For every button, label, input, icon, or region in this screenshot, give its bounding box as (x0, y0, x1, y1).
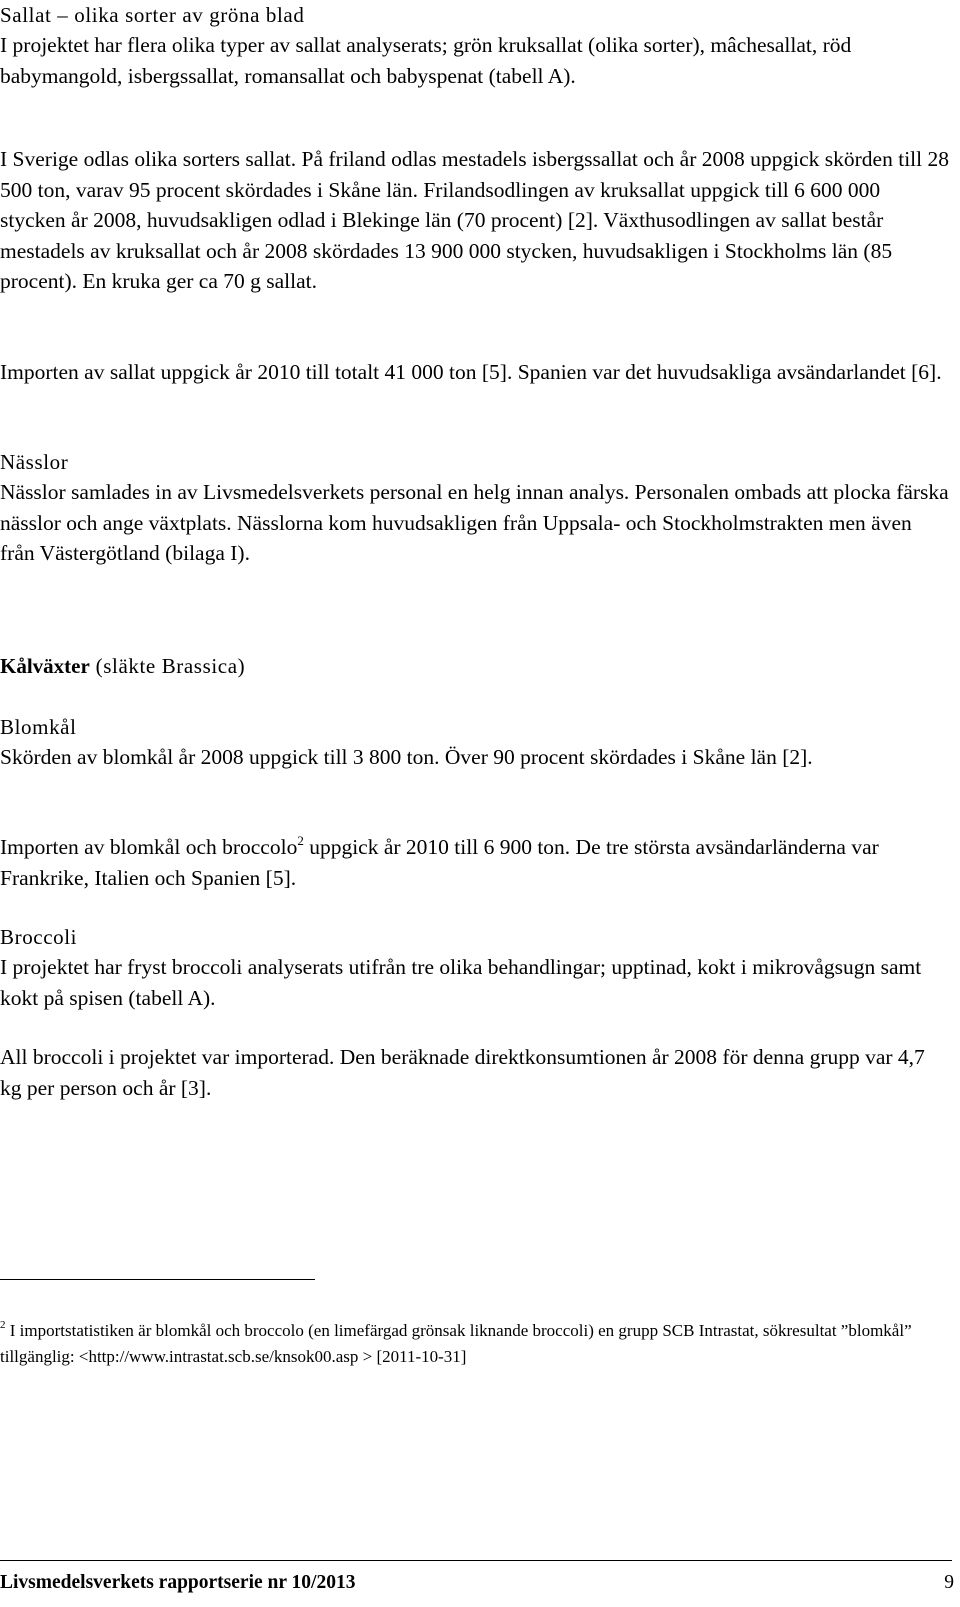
paragraph-broccoli-1: I projektet har fryst broccoli analyserats utifrån tre olika behandlingar; upptinad, kokt i mikrovågsugn samt kokt på spisen (tabell A). (0, 955, 922, 1010)
paragraph-broccoli-2: All broccoli i projektet var importerad. Den beräknade direktkonsumtionen år 2008 för denna grupp var 4,7 kg per person och år [3]. (0, 1045, 925, 1100)
heading-kalvaxter-rest: (släkte Brassica) (89, 654, 246, 678)
section-heading-blomkal: Blomkål (0, 715, 77, 739)
paragraph-nasslor-1: Nässlor samlades in av Livsmedelsverkets personal en helg innan analys. Personalen ombads att plocka färska nässlor och ange växtplats. Nässlorna kom huvudsakligen från Uppsala- och Stockholmstrakten men även från Västergötland (bilaga I). (0, 480, 949, 565)
paragraph-sallat-2: I Sverige odlas olika sorters sallat. På friland odlas mestadels isbergssallat och år 2008 uppgick skörden till 28 500 ton, varav 95 procent skördades i Skåne län. Frilandsodlingen av kruksallat uppgick till 6 600 000 stycken år 2008, huvudsakligen odlad i Blekinge län (70 procent) [2]. Växthusodlingen av sallat består mestadels av kruksallat och år 2008 skördades 13 900 000 stycken, huvudsakligen i Stockholms län (85 procent). En kruka ger ca 70 g sallat. (0, 147, 949, 293)
section-heading-broccoli: Broccoli (0, 925, 78, 949)
paragraph-blomkal-2-start: Importen av blomkål och broccolo (0, 835, 298, 859)
footnote-divider (0, 1279, 315, 1280)
paragraph-blomkal-2 (0, 832, 950, 893)
section-heading-sallat: Sallat – olika sorter av gröna blad (0, 3, 305, 27)
footnote-2 (0, 1318, 930, 1370)
heading-kalvaxter-bold: Kålväxter (0, 654, 90, 678)
footer-divider (0, 1560, 952, 1561)
footnote-number: 2 (0, 1319, 6, 1331)
section-heading-kalvaxter (0, 651, 245, 681)
page-number: 9 (944, 1572, 954, 1593)
paragraph-sallat-1: I projektet har flera olika typer av sallat analyserats; grön kruksallat (olika sorter), mâchesallat, röd babymangold, isbergssallat, romansallat och babyspenat (tabell A). (0, 33, 852, 88)
footer-title: Livsmedelsverkets rapportserie nr 10/2013 (0, 1572, 356, 1593)
paragraph-blomkal-2-end: uppgick år 2010 till 6 900 ton. De tre största avsändarländerna var Frankrike, Italien och Spanien [5]. (0, 835, 879, 890)
paragraph-sallat-3: Importen av sallat uppgick år 2010 till totalt 41 000 ton [5]. Spanien var det huvudsakliga avsändarlandet [6]. (0, 360, 942, 384)
section-heading-nasslor: Nässlor (0, 450, 69, 474)
paragraph-blomkal-1: Skörden av blomkål år 2008 uppgick till 3 800 ton. Över 90 procent skördades i Skåne län [2]. (0, 745, 813, 769)
footnote-text: I importstatistiken är blomkål och broccolo (en limefärgad grönsak liknande broccoli) en grupp SCB Intrastat, sökresultat ”blomkål” tillgänglig: <http://www.intrastat.scb.se/knsok00.asp > [2011-10-31] (0, 1321, 912, 1366)
footnote-ref-2: 2 (297, 833, 304, 848)
